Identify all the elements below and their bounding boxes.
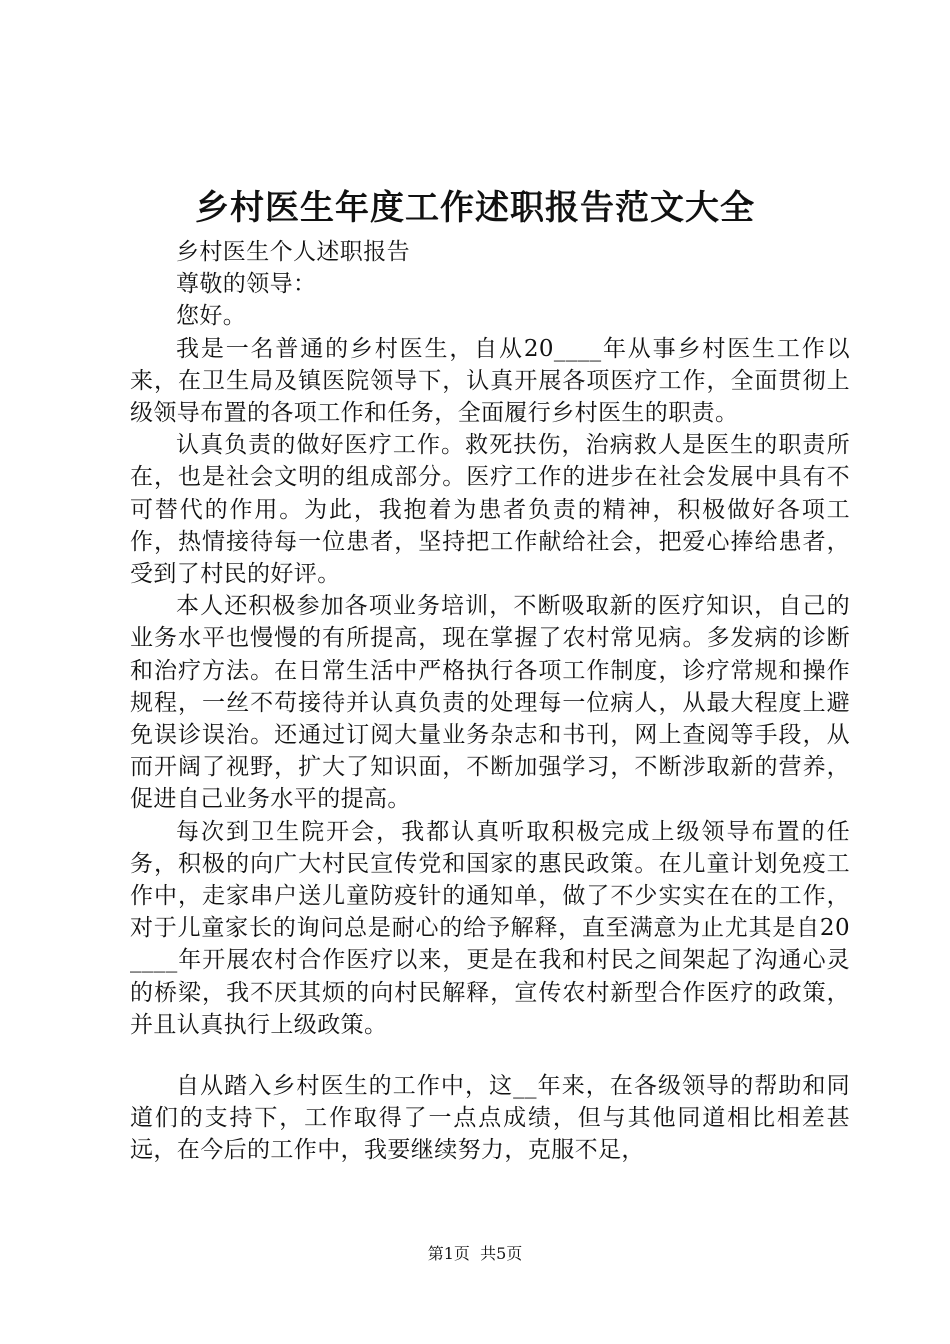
document-title: 乡村医生年度工作述职报告范文大全: [195, 188, 755, 228]
paragraph-salutation: 尊敬的领导：: [176, 271, 317, 298]
paragraph-conclusion: 自从踏入乡村医生的工作中，这__年来，在各级领导的帮助和同道们的支持下，工作取得了一点点成绩，但与其他同道相比相差甚远，在今后的工作中，我要继续努力，克服不足，: [130, 1073, 850, 1164]
document-body: [130, 236, 850, 1167]
paragraph-meetings: 每次到卫生院开会，我都认真听取积极完成上级领导布置的任务，积极的向广大村民宣传党和国家的惠民政策。在儿童计划免疫工作中，走家串户送儿童防疫针的通知单，做了不少实实在在的工作，对于儿童家长的询问总是耐心的给予解释，直至满意为止尤其是自20____年开展农村合作医疗以来，更是在我和村民之间架起了沟通心灵的桥梁，我不厌其烦的向村民解释，宣传农村新型合作医疗的政策，并且认真执行上级政策。: [130, 818, 850, 1038]
paragraph-training: 本人还积极参加各项业务培训，不断吸取新的医疗知识，自己的业务水平也慢慢的有所提高，现在掌握了农村常见病。多发病的诊断和治疗方法。在日常生活中严格执行各项工作制度，诊疗常规和操作规程，一丝不苟接待并认真负责的处理每一位病人，从最大程度上避免误诊误治。还通过订阅大量业务杂志和书刊，网上查阅等手段，从而开阔了视野，扩大了知识面，不断加强学习，不断涉取新的营养，促进自己业务水平的提高。: [130, 593, 850, 813]
paragraph-introduction: 我是一名普通的乡村医生，自从20____年从事乡村医生工作以来，在卫生局及镇医院领导下，认真开展各项医疗工作，全面贯彻上级领导布置的各项工作和任务，全面履行乡村医生的职责。: [130, 335, 850, 427]
paragraph-greeting: 您好。: [176, 303, 247, 330]
page-footer: 第1页 共5页: [427, 1244, 523, 1263]
paragraph-medical-work: 认真负责的做好医疗工作。救死扶伤，治病救人是医生的职责所在，也是社会文明的组成部分。医疗工作的进步在社会发展中具有不可替代的作用。为此，我抱着为患者负责的精神，积极做好各项工作，热情接待每一位患者，坚持把工作献给社会，把爱心捧给患者，受到了村民的好评。: [130, 432, 850, 588]
paragraph-subtitle: 乡村医生个人述职报告: [176, 239, 410, 265]
